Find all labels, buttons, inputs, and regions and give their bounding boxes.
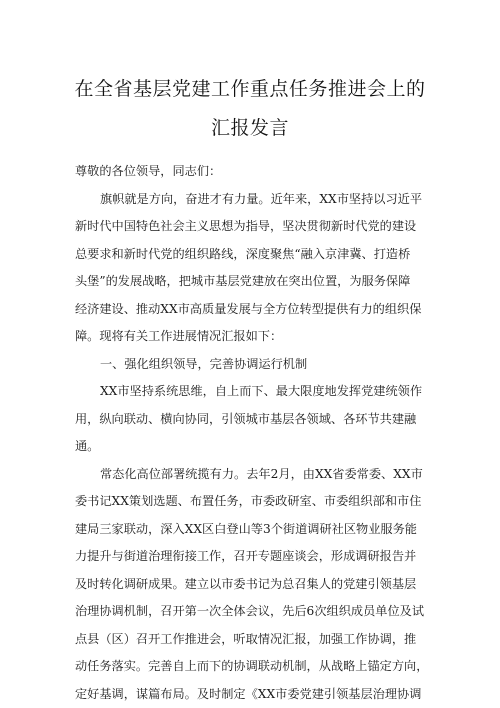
body-line: 定好基调，谋篇布局。及时制定《XX市委党建引领基层治理协调: [75, 681, 435, 708]
body-text: [75, 158, 435, 708]
body-line: 动任务落实。完善自上而下的协调联动机制，从战略上锚定方向，: [75, 653, 435, 681]
body-line: 通。: [75, 433, 435, 461]
body-line: 总要求和新时代党的组织路线，深度聚焦“融入京津冀、打造桥: [75, 241, 435, 269]
body-line: 力提升与街道治理衔接工作，召开专题座谈会，形成调研报告并: [75, 543, 435, 571]
body-line: 委书记XX策划选题、布置任务，市委政研室、市委组织部和市住: [75, 488, 435, 516]
body-line: 新时代中国特色社会主义思想为指导，坚决贯彻新时代党的建设: [75, 213, 435, 241]
body-line: 经济建设、推动XX市高质量发展与全方位转型提供有力的组织保: [75, 296, 435, 324]
body-line: 常态化高位部署统揽有力。去年2月，由XX省委常委、XX市: [75, 461, 435, 489]
body-line: 旗帜就是方向，奋进才有力量。近年来，XX市坚持以习近平: [75, 186, 435, 214]
body-line: 点县（区）召开工作推进会，听取情况汇报，加强工作协调，推: [75, 626, 435, 654]
body-line: 障。现将有关工作进展情况汇报如下：: [75, 323, 435, 351]
body-line: 建局三家联动，深入XX区白登山等3个街道调研社区物业服务能: [75, 516, 435, 544]
document-title-line-2: 汇报发言: [0, 113, 500, 140]
body-line: 及时转化调研成果。建立以市委书记为总召集人的党建引领基层: [75, 571, 435, 599]
body-line: 头堡”的发展战略，把城市基层党建放在突出位置，为服务保障: [75, 268, 435, 296]
document-title-line-1: 在全省基层党建工作重点任务推进会上的: [0, 74, 500, 101]
body-line: XX市坚持系统思维，自上而下、最大限度地发挥党建统领作: [75, 378, 435, 406]
body-line: 用，纵向联动、横向协同，引领城市基层各领域、各环节共建融: [75, 406, 435, 434]
section-heading: 一、强化组织领导，完善协调运行机制: [75, 351, 435, 379]
salutation: 尊敬的各位领导，同志们：: [75, 158, 435, 186]
body-line: 治理协调机制，召开第一次全体会议，先后6次组织成员单位及试: [75, 598, 435, 626]
